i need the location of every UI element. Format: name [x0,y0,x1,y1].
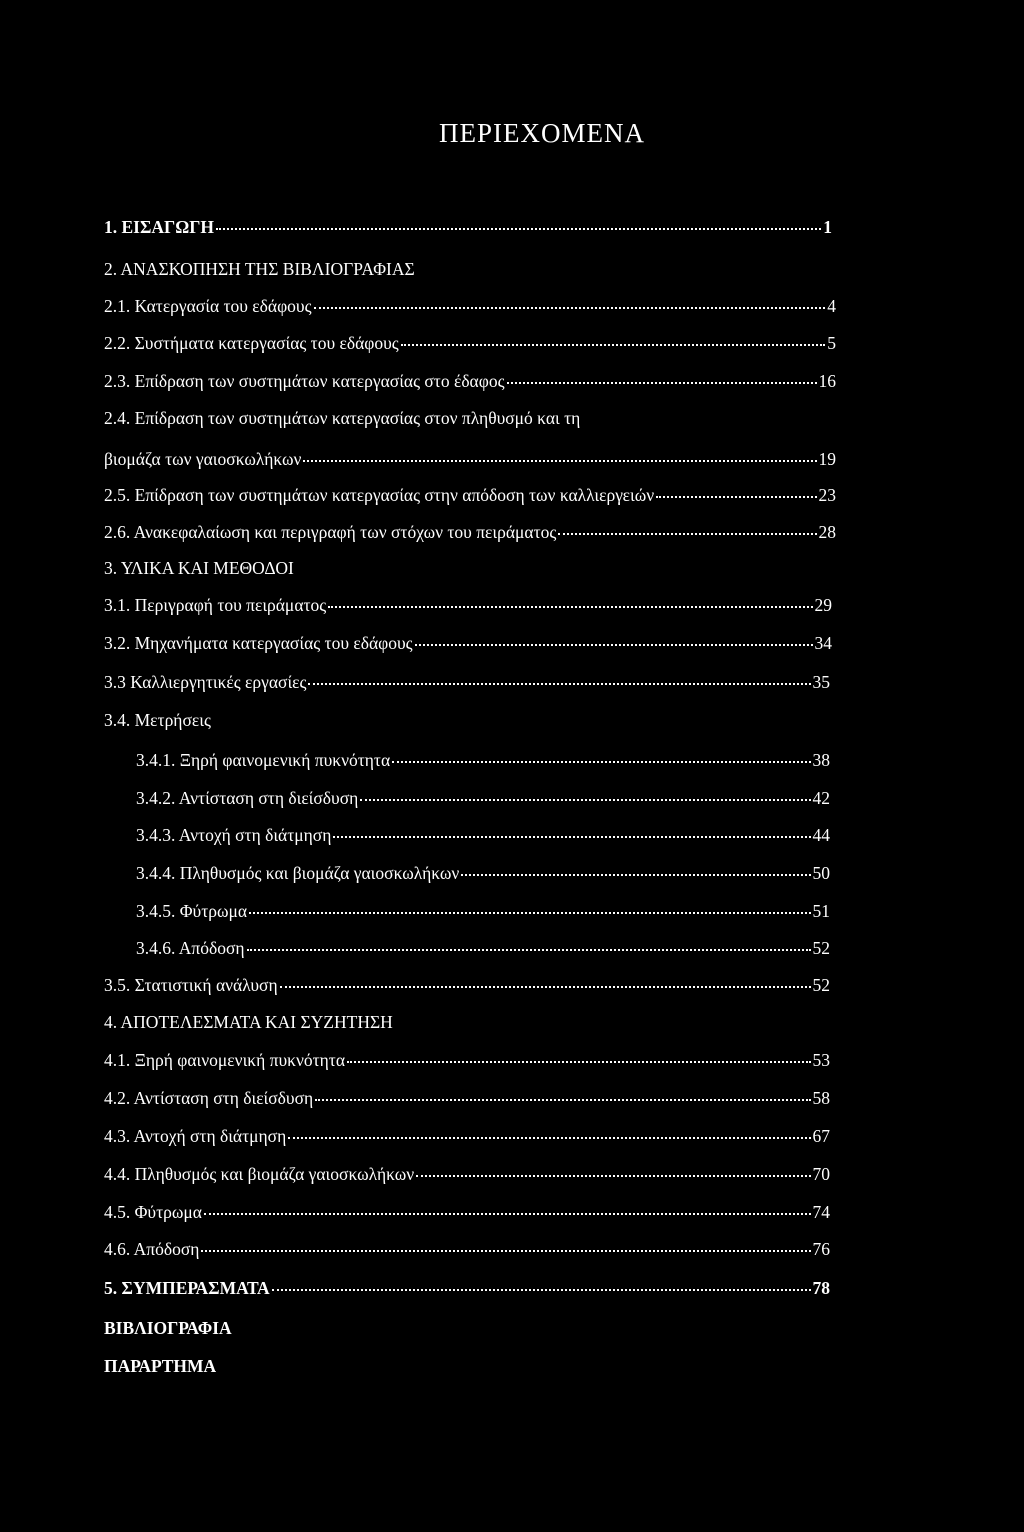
toc-entry-label: 3.4.4. Πληθυσμός και βιομάζα γαιοσκωλήκων [136,863,460,883]
dot-leader [315,1099,810,1101]
toc-entry [104,1052,830,1070]
toc-entry-label: 3.4.1. Ξηρή φαινομενική πυκνότητα [136,750,391,770]
dot-leader [308,683,810,685]
dot-leader [247,949,811,951]
toc-entry-label: 1. ΕΙΣΑΓΩΓΗ [104,217,214,237]
toc-entry [104,1090,830,1108]
dot-leader [507,382,817,384]
toc-entry [136,940,830,958]
toc-entry [104,524,836,542]
toc-entry-label: 3.5. Στατιστική ανάλυση [104,975,278,995]
dot-leader [288,1137,810,1139]
toc-entry-label: ΠΑΡΑΡΤΗΜΑ [104,1356,217,1376]
toc-entry-page: 76 [812,1239,830,1259]
toc-entry-label: 3.4.3. Αντοχή στη διάτμηση [136,825,332,845]
dot-leader [360,799,810,801]
dot-leader [280,986,811,988]
toc-entry-label: 2.6. Ανακεφαλαίωση και περιγραφή των στόχων του πειράματος [104,522,557,542]
toc-entry-label: 3. ΥΛΙΚΑ ΚΑΙ ΜΕΘΟΔΟΙ [104,558,294,578]
toc-entry [104,712,211,730]
toc-entry-label: 4.4. Πληθυσμός και βιομάζα γαιοσκωλήκων [104,1164,415,1184]
toc-entry-label: 4.5. Φύτρωμα [104,1202,202,1222]
toc-entry [104,487,836,505]
toc-entry [104,1128,830,1146]
dot-leader [303,460,816,462]
dot-leader [401,344,826,346]
dot-leader [201,1250,810,1252]
toc-entry-appendix [104,1358,216,1376]
toc-entry [104,597,832,615]
toc-entry-label: 2.3. Επίδραση των συστημάτων κατεργασίας στο έδαφος [104,371,505,391]
toc-entry-label: 3.4.2. Αντίσταση στη διείσδυση [136,788,359,808]
toc-entry [104,1166,830,1184]
toc-entry-page: 4 [827,296,836,316]
toc-entry-page: 67 [812,1126,830,1146]
toc-entry-page: 16 [818,371,836,391]
toc-entry-page: 34 [814,633,832,653]
toc-entry-label: 4.1. Ξηρή φαινομενική πυκνότητα [104,1050,345,1070]
toc-entry-label: 4.6. Απόδοση [104,1239,200,1259]
toc-entry-page: 38 [812,750,830,770]
toc-entry [136,827,830,845]
dot-leader [461,874,810,876]
toc-entry-label: 3.4.5. Φύτρωμα [136,901,248,921]
toc-entry-page: 29 [814,595,832,615]
toc-entry-label: 4.2. Αντίσταση στη διείσδυση [104,1088,314,1108]
toc-entry-page: 23 [818,485,836,505]
dot-leader [558,533,816,535]
toc-entry-label: 3.3 Καλλιεργητικές εργασίες [104,672,307,692]
toc-entry-page: 42 [812,788,830,808]
toc-entry-introduction [104,219,832,237]
toc-section-results [104,1014,393,1032]
toc-entry-label: 2.5. Επίδραση των συστημάτων κατεργασίας στην απόδοση των καλλιεργειών [104,485,655,505]
dot-leader [216,228,821,230]
toc-entry [104,298,836,316]
toc-entry-page: 74 [812,1202,830,1222]
toc-entry-page: 5 [827,333,836,353]
toc-entry-page: 52 [812,975,830,995]
toc-entry-page: 50 [812,863,830,883]
toc-entry [136,903,830,921]
toc-entry-label: 3.2. Μηχανήματα κατεργασίας του εδάφους [104,633,413,653]
dot-leader [415,644,813,646]
dot-leader [392,761,810,763]
toc-entry-page: 28 [818,522,836,542]
toc-entry [104,1204,830,1222]
page-title: ΠΕΡΙΕΧΟΜΕΝΑ [439,118,645,148]
dot-leader [272,1289,811,1291]
toc-entry-label: 2.4. Επίδραση των συστημάτων κατεργασίας στον πληθυσμό και τη [104,408,581,428]
toc-entry [136,865,830,883]
toc-entry-page: 70 [812,1164,830,1184]
toc-entry [136,790,830,808]
dot-leader [328,606,812,608]
toc-entry [104,410,580,428]
toc-entry-bibliography [104,1320,232,1338]
toc-entry-page: 51 [812,901,830,921]
dot-leader [416,1175,810,1177]
toc-entry-page: 35 [812,672,830,692]
toc-entry-label: 3.4. Μετρήσεις [104,710,211,730]
toc-entry-page: 19 [818,449,836,469]
dot-leader [249,912,810,914]
toc-entry-label: 3.4.6. Απόδοση [136,938,245,958]
dot-leader [204,1213,811,1215]
toc-entry-label: 4. ΑΠΟΤΕΛΕΣΜΑΤΑ ΚΑΙ ΣΥΖΗΤΗΣΗ [104,1012,393,1032]
toc-entry [104,1241,830,1259]
toc-entry-label: 2.1. Κατεργασία του εδάφους [104,296,312,316]
dot-leader [314,307,826,309]
toc-entry [104,373,836,391]
toc-entry-label: 5. ΣΥΜΠΕΡΑΣΜΑΤΑ [104,1278,270,1298]
toc-entry [104,451,836,469]
toc-entry-label: 3.1. Περιγραφή του πειράματος [104,595,327,615]
toc-entry [104,977,830,995]
toc-entry-page: 58 [812,1088,830,1108]
toc-entry [104,674,830,692]
toc-entry-page: 44 [812,825,830,845]
toc-entry-label: 2. ΑΝΑΣΚΟΠΗΣΗ ΤΗΣ ΒΙΒΛΙΟΓΡΑΦΙΑΣ [104,259,415,279]
toc-entry [136,752,830,770]
toc-entry-label: 4.3. Αντοχή στη διάτμηση [104,1126,287,1146]
toc-section-materials-methods [104,560,294,578]
toc-entry-page: 78 [812,1278,830,1298]
toc-entry-page: 1 [823,217,832,237]
toc-entry [104,635,832,653]
toc-entry [104,335,836,353]
toc-entry-label: βιομάζα των γαιοσκωλήκων [104,449,302,469]
dot-leader [333,836,810,838]
toc-section-literature-review [104,261,415,279]
toc-entry-page: 52 [812,938,830,958]
toc-entry-label: 2.2. Συστήματα κατεργασίας του εδάφους [104,333,399,353]
dot-leader [347,1061,811,1063]
toc-entry-conclusions [104,1280,830,1298]
toc-entry-page: 53 [812,1050,830,1070]
dot-leader [656,496,816,498]
toc-entry-label: ΒΙΒΛΙΟΓΡΑΦΙΑ [104,1318,232,1338]
